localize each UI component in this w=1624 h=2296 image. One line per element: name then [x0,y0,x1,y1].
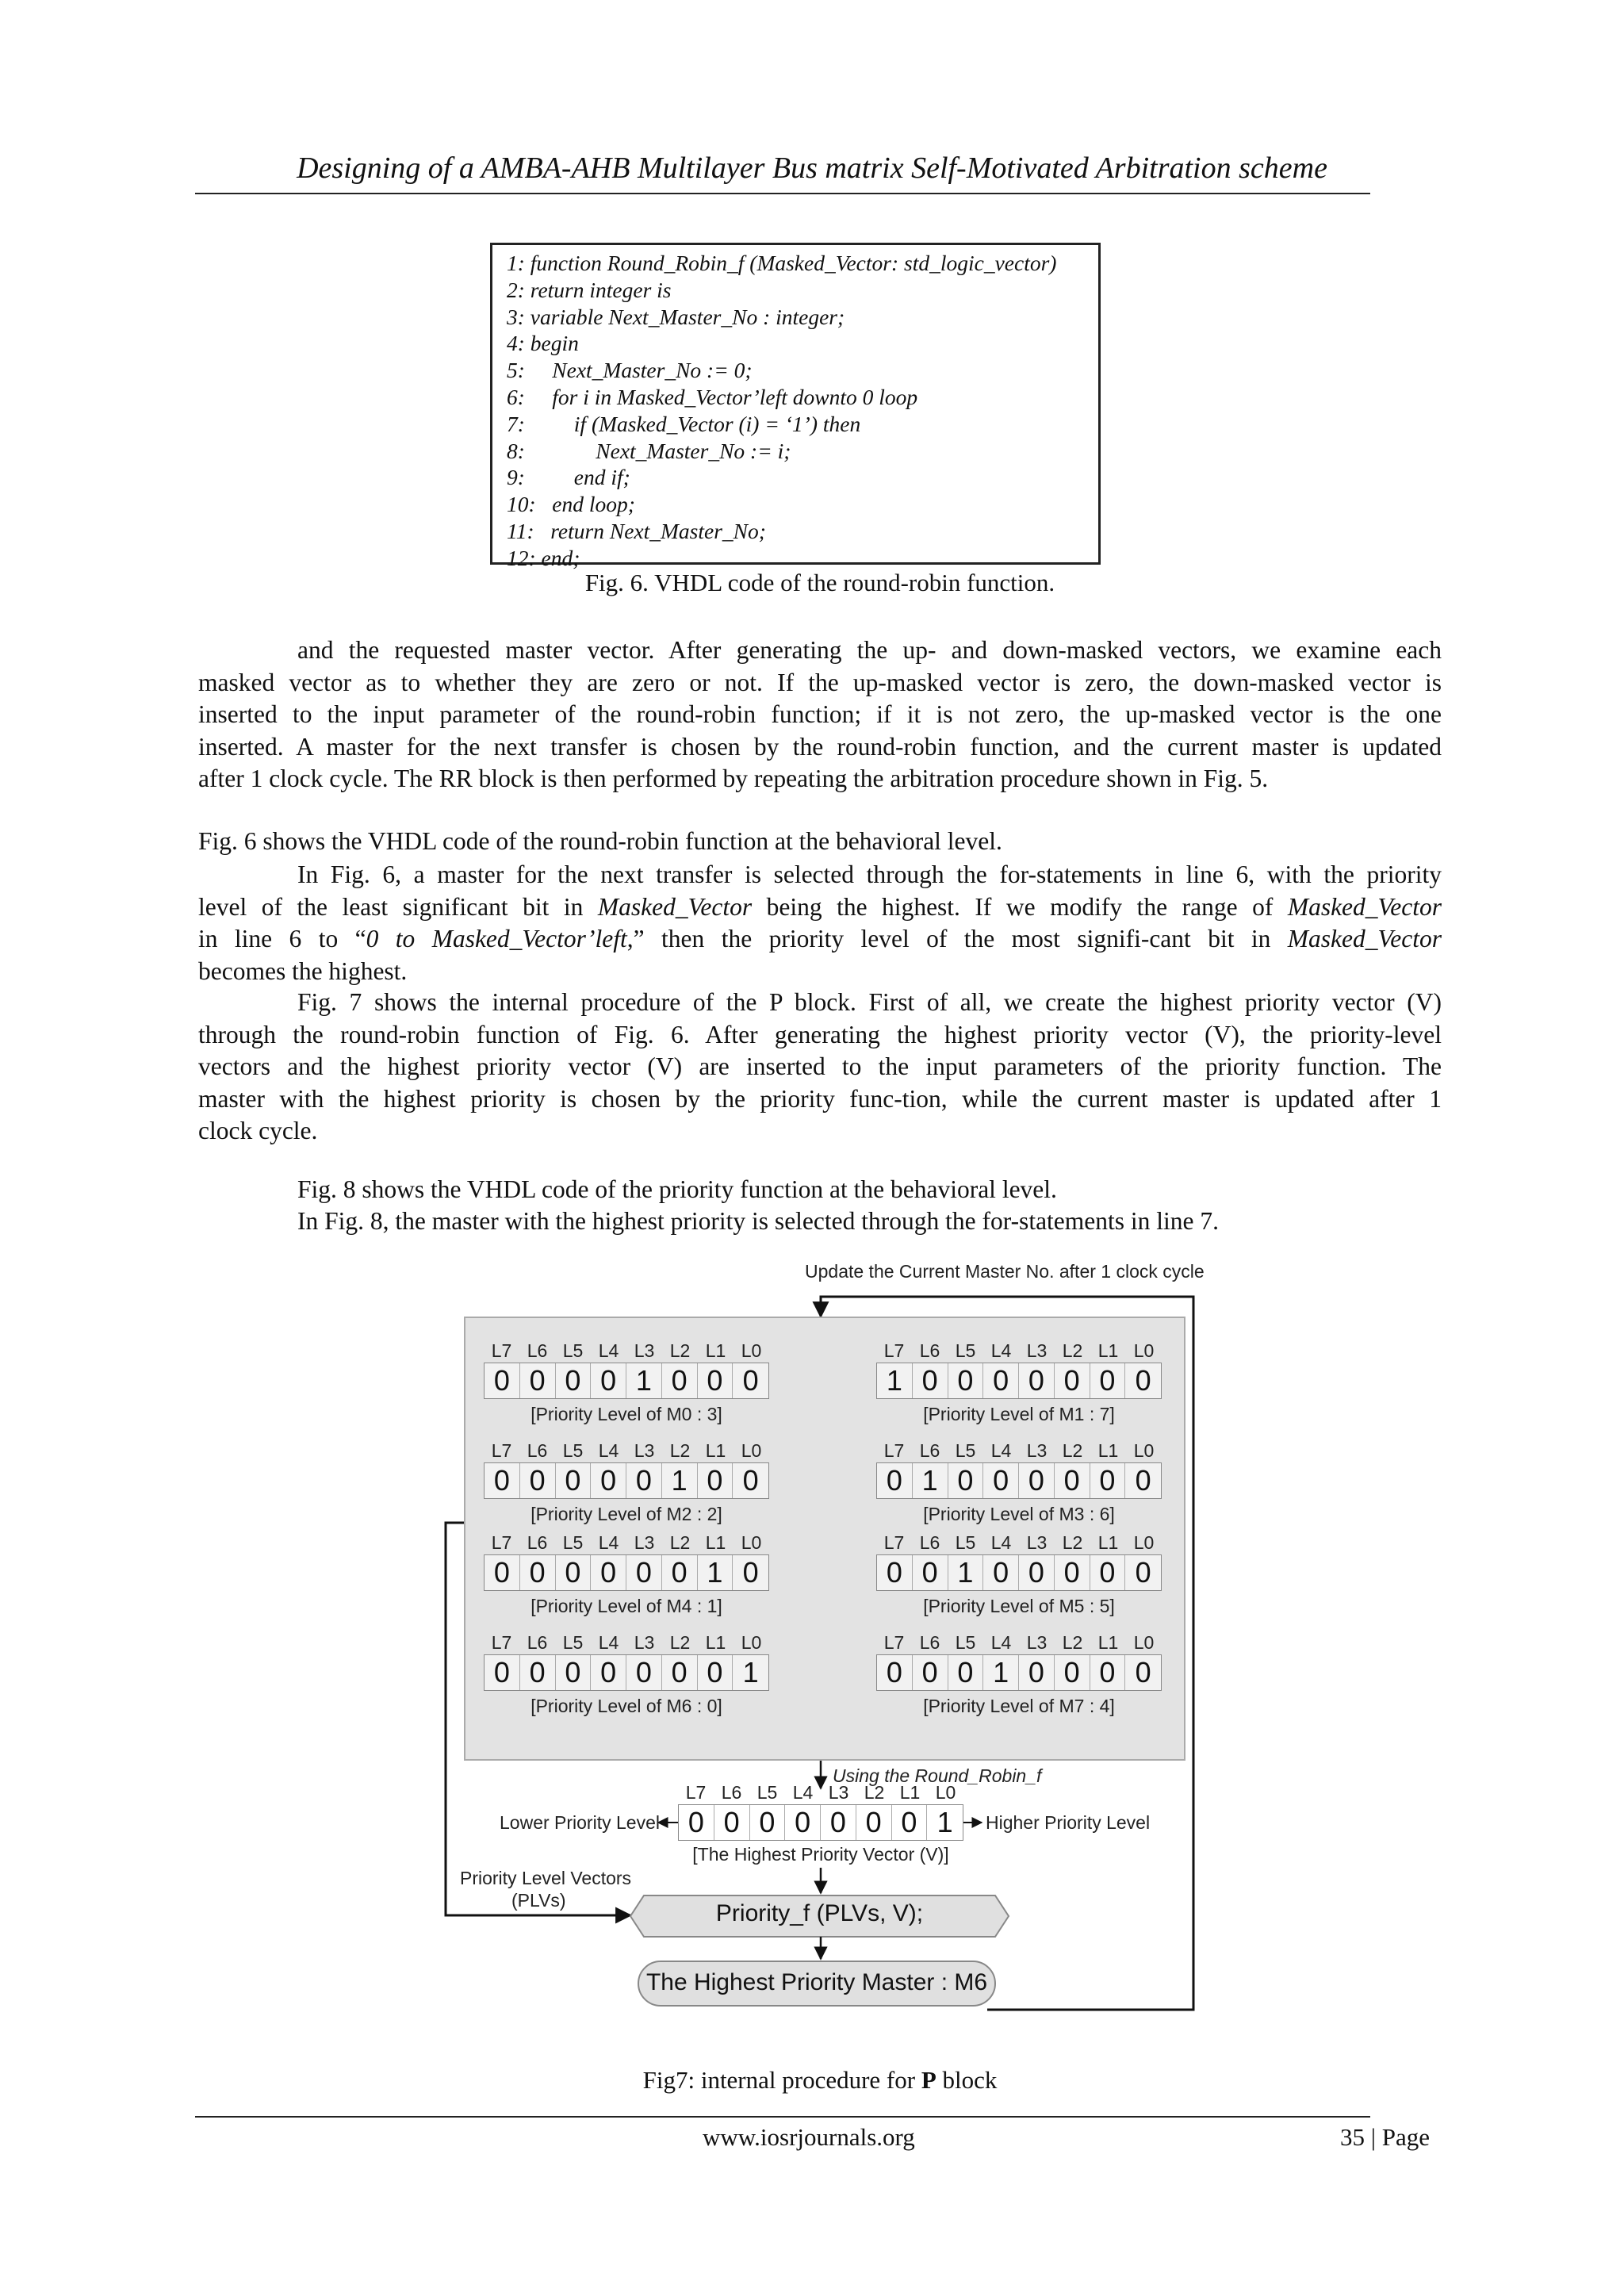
bit-cells [484,1363,769,1399]
bit-label: L3 [634,1532,655,1553]
bit-cell: 0 [913,1555,948,1590]
vector-caption: [Priority Level of M7 : 4] [923,1696,1115,1716]
bit-cell: 0 [556,1463,592,1498]
text-line: through the round-robin function of Fig. 6. After generating the highest priority vector (V), the priority-level [198,1020,1442,1048]
bit-cell: 0 [892,1805,928,1840]
bit-label: L1 [1097,1532,1119,1553]
bit-cells [876,1554,1162,1591]
bit-cell: 0 [1090,1463,1126,1498]
footer-rule [195,2116,1370,2118]
bit-labels [484,1440,769,1462]
bit-label: L6 [919,1532,940,1553]
bit-label: L0 [1133,1532,1155,1553]
bit-cell: 0 [1090,1363,1126,1398]
highest-master-label: The Highest Priority Master : M6 [645,1969,988,1995]
code-term: 0 to Masked_Vector’left [366,925,627,953]
text-line: In Fig. 6, a master for the next transfer is selected through the for-statements in line 6, with the priority [297,861,1442,888]
vhdl-code-listing [490,243,1101,570]
code-line: 12: end; [507,545,580,570]
bit-cell: 0 [877,1655,913,1690]
bit-label: L5 [562,1440,584,1461]
bit-labels [484,1532,769,1554]
bit-label: L2 [1062,1440,1083,1461]
caption-text: block [936,2066,998,2094]
vector-caption: [Priority Level of M2 : 2] [530,1504,722,1524]
text-line: masked vector as to whether they are zero or not. If the up-masked vector is zero, the down-masked vector is [198,668,1442,696]
bit-label: L5 [562,1340,584,1361]
bit-cell: 0 [714,1805,750,1840]
bit-labels [876,1340,1162,1362]
priority-vector-m7 [876,1632,1162,1727]
bit-cell: 1 [913,1463,948,1498]
bit-cell: 1 [948,1555,984,1590]
paragraph-3 [198,859,1442,987]
bit-cell: 0 [591,1555,626,1590]
bit-label: L0 [1133,1632,1155,1653]
bit-label: L1 [1097,1632,1119,1653]
bit-cell: 0 [1135,1656,1151,1688]
code-line: 7: if (Masked_Vector (i) = ‘1’) then [507,411,861,436]
bit-label: L2 [1062,1340,1083,1361]
bit-label: L3 [1026,1340,1048,1361]
bit-label: L5 [955,1532,976,1553]
priority-vector-m0 [484,1340,769,1435]
bit-label: L6 [527,1632,548,1653]
bit-label: L3 [1026,1632,1048,1653]
bit-cell: 1 [698,1555,733,1590]
bit-label: L5 [562,1532,584,1553]
bit-label: L7 [491,1532,512,1553]
bit-label: L4 [990,1532,1012,1553]
bit-label: L6 [919,1340,940,1361]
code-term: Masked_Vector [1287,892,1442,921]
priority-f-label: Priority_f (PLVs, V); [715,1900,924,1926]
code-line: 2: return integer is [507,277,672,302]
bit-cell: 0 [983,1463,1019,1498]
bit-label: L4 [990,1632,1012,1653]
text-line: Fig. 7 shows the internal procedure of the P block. First of all, we create the highest priority vector (V) [297,988,1442,1016]
bit-label: L7 [491,1440,512,1461]
bit-labels [876,1532,1162,1554]
bit-cell: 0 [591,1655,626,1690]
bit-label: L6 [919,1632,940,1653]
text-line [198,891,1442,924]
bit-cell: 0 [679,1805,714,1840]
paragraph-1 [198,634,1442,795]
caption-text: Fig7: internal procedure for [642,2066,921,2094]
priority-vector-m2 [484,1440,769,1535]
bit-label: L0 [935,1782,956,1803]
bit-cell: 0 [698,1463,733,1498]
bit-cell: 1 [662,1463,698,1498]
highest-priority-vector [678,1782,963,1877]
bit-label: L5 [955,1632,976,1653]
text-run: ,” then the priority level of the most signifi-cant bit in [626,925,1288,953]
bit-cell: 1 [983,1655,1019,1690]
bit-cell: 0 [1135,1364,1151,1397]
bit-cell: 0 [948,1655,984,1690]
code-term: Masked_Vector [1287,925,1442,953]
update-current-master-label: Update the Current Master No. after 1 clock cycle [805,1261,1205,1282]
vector-caption: [Priority Level of M6 : 0] [530,1696,722,1716]
text-run: being the highest. If we modify the range of [752,892,1288,921]
bit-cell: 0 [1019,1363,1055,1398]
paragraph-4 [198,987,1442,1148]
bit-label: L2 [1062,1632,1083,1653]
bit-label: L7 [491,1632,512,1653]
bit-label: L4 [598,1632,619,1653]
caption-bold: P [921,2066,936,2094]
plv-abbrev-label: (PLVs) [511,1890,566,1911]
bit-cell: 0 [662,1655,698,1690]
bit-cell: 0 [1055,1655,1090,1690]
bit-cell: 0 [591,1363,626,1398]
text-run: in line 6 to “ [198,925,366,953]
bit-cell: 0 [856,1805,892,1840]
bit-label: L0 [741,1632,762,1653]
bit-cell: 1 [742,1656,759,1688]
bit-label: L3 [634,1440,655,1461]
bit-cell: 0 [948,1363,984,1398]
bit-label: L0 [741,1440,762,1461]
text-line: inserted to the input parameter of the round-robin function; if it is not zero, the up-masked vector is the one [198,700,1442,728]
bit-labels [876,1440,1162,1462]
bit-label: L6 [721,1782,742,1803]
bit-cell: 0 [662,1555,698,1590]
bit-cell: 1 [877,1363,913,1398]
bit-labels [484,1340,769,1362]
vector-caption: [The Highest Priority Vector (V)] [692,1844,949,1865]
bit-cell: 0 [913,1655,948,1690]
bit-label: L0 [741,1340,762,1361]
bit-cell: 0 [1135,1464,1151,1497]
bit-cell: 0 [821,1805,856,1840]
bit-label: L1 [1097,1340,1119,1361]
bit-cell: 0 [983,1555,1019,1590]
priority-vector-m5 [876,1532,1162,1627]
bit-label: L5 [955,1440,976,1461]
bit-label: L1 [705,1340,726,1361]
code-line: 9: end if; [507,465,630,490]
bit-label: L2 [669,1632,691,1653]
bit-cell: 0 [1019,1555,1055,1590]
text-line [198,923,1442,956]
plv-label: Priority Level Vectors [460,1868,632,1888]
paragraph-5: Fig. 8 shows the VHDL code of the priority function at the behavioral level. [297,1175,1057,1203]
bit-cell: 0 [485,1555,520,1590]
bit-label: L3 [634,1632,655,1653]
bit-cell: 0 [1090,1555,1126,1590]
bit-cell: 0 [485,1655,520,1690]
bit-cell: 0 [626,1655,662,1690]
bit-label: L7 [883,1440,905,1461]
figure-6-caption: Fig. 6. VHDL code of the round-robin function. [584,569,1055,596]
bit-cells [484,1654,769,1691]
bit-cell: 0 [1090,1655,1126,1690]
text-line: clock cycle. [198,1117,318,1144]
text-line: master with the highest priority is chosen by the priority func-tion, while the current master is updated after 1 [198,1084,1442,1113]
code-line: 3: variable Next_Master_No : integer; [507,304,845,329]
bit-label: L7 [883,1340,905,1361]
vector-caption: [Priority Level of M4 : 1] [530,1596,722,1616]
bit-cells [484,1462,769,1499]
bit-cell: 0 [556,1363,592,1398]
bit-cell: 0 [742,1364,759,1397]
bit-label: L4 [990,1440,1012,1461]
vector-caption: [Priority Level of M3 : 6] [923,1504,1115,1524]
bit-cell: 1 [626,1363,662,1398]
bit-label: L7 [883,1632,905,1653]
priority-vector-m1 [876,1340,1162,1435]
bit-label: L2 [669,1440,691,1461]
paragraph-6: In Fig. 8, the master with the highest priority is selected through the for-statements in line 7. [297,1207,1220,1235]
code-line: 11: return Next_Master_No; [507,518,766,543]
bit-label: L3 [1026,1440,1048,1461]
bit-label: L6 [919,1440,940,1461]
bit-label: L7 [883,1532,905,1553]
higher-priority-label: Higher Priority Level [986,1812,1151,1833]
bit-label: L4 [598,1532,619,1553]
bit-label: L5 [756,1782,778,1803]
bit-cells [876,1654,1162,1691]
bit-label: L1 [705,1532,726,1553]
figure-7-diagram [428,1261,1221,2038]
bit-cell: 0 [626,1463,662,1498]
bit-cell: 0 [913,1363,948,1398]
bit-labels [484,1632,769,1654]
bit-cell: 0 [983,1363,1019,1398]
bit-label: L6 [527,1532,548,1553]
code-line: 10: end loop; [507,492,635,517]
bit-label: L4 [792,1782,814,1803]
figure-7-caption [0,2066,1624,2095]
bit-cell: 0 [698,1655,733,1690]
text-line: inserted. A master for the next transfer is chosen by the round-robin function, and the current master is updated [198,732,1442,761]
bit-cell: 0 [556,1555,592,1590]
bit-cell: 0 [485,1463,520,1498]
text-run: level of the least significant bit in [198,892,598,921]
bit-label: L4 [990,1340,1012,1361]
bit-label: L2 [1062,1532,1083,1553]
text-line: becomes the highest. [198,956,408,985]
priority-vector-m6 [484,1632,769,1727]
bit-cell: 0 [626,1555,662,1590]
bit-cell: 0 [750,1805,786,1840]
bit-cell: 0 [742,1556,759,1589]
bit-label: L7 [685,1782,707,1803]
bit-cell: 0 [1019,1655,1055,1690]
bit-label: L3 [634,1340,655,1361]
bit-label: L6 [527,1440,548,1461]
bit-label: L3 [828,1782,849,1803]
bit-cell: 0 [1055,1555,1090,1590]
bit-label: L6 [527,1340,548,1361]
text-line: after 1 clock cycle. The RR block is then performed by repeating the arbitration procedure shown in Fig. 5. [198,765,1269,792]
bit-label: L1 [705,1632,726,1653]
bit-cell: 0 [520,1555,556,1590]
vector-caption: [Priority Level of M1 : 7] [923,1404,1115,1424]
bit-label: L0 [1133,1440,1155,1461]
bit-cell: 0 [785,1805,821,1840]
bit-label: L2 [669,1340,691,1361]
bit-label: L3 [1026,1532,1048,1553]
code-term: Masked_Vector [597,892,753,921]
bit-cell: 0 [556,1655,592,1690]
using-round-robin-label: Using the Round_Robin_f [833,1765,1042,1786]
bit-cell: 0 [1135,1556,1151,1589]
bit-cell: 0 [877,1555,913,1590]
bit-labels [678,1782,963,1803]
bit-cell: 0 [520,1655,556,1690]
footer-url: www.iosrjournals.org [703,2123,915,2151]
bit-label: L1 [705,1440,726,1461]
bit-label: L0 [1133,1340,1155,1361]
bit-cell: 0 [948,1463,984,1498]
bit-cells [876,1363,1162,1399]
bit-label: L4 [598,1440,619,1461]
bit-label: L4 [598,1340,619,1361]
text-line: and the requested master vector. After generating the up- and down-masked vectors, we examine each [297,636,1442,664]
bit-labels [876,1632,1162,1654]
bit-cell: 0 [520,1463,556,1498]
code-line: 5: Next_Master_No := 0; [507,358,753,383]
text-line: vectors and the highest priority vector (V) are inserted to the input parameters of the priority function. The [198,1052,1442,1080]
bit-label: L2 [669,1532,691,1553]
code-line: 4: begin [507,331,579,356]
bit-cell: 0 [742,1464,759,1497]
code-line: 6: for i in Masked_Vector’left downto 0 loop [507,384,918,409]
priority-vector-m3 [876,1440,1162,1535]
bit-cells [484,1554,769,1591]
header-rule [195,193,1370,194]
bit-cell: 0 [698,1363,733,1398]
bit-label: L2 [864,1782,885,1803]
bit-label: L1 [1097,1440,1119,1461]
vector-caption: [Priority Level of M0 : 3] [530,1404,722,1424]
paragraph-2: Fig. 6 shows the VHDL code of the round-robin function at the behavioral level. [198,827,1002,855]
bit-label: L7 [491,1340,512,1361]
bit-label: L1 [899,1782,921,1803]
bit-label: L5 [562,1632,584,1653]
bit-cells [678,1804,963,1841]
running-title: Designing of a AMBA-AHB Multilayer Bus matrix Self-Motivated Arbitration scheme [297,151,1327,185]
bit-cell: 0 [1019,1463,1055,1498]
bit-cell: 1 [936,1806,953,1838]
page-number: 35 | Page [1340,2123,1430,2151]
bit-cell: 0 [1055,1363,1090,1398]
bit-cells [876,1462,1162,1499]
bit-cell: 0 [485,1363,520,1398]
bit-cell: 0 [877,1463,913,1498]
bit-cell: 0 [1055,1463,1090,1498]
lower-priority-label: Lower Priority Level [500,1812,660,1833]
bit-label: L5 [955,1340,976,1361]
code-line: 8: Next_Master_No := i; [507,438,791,463]
bit-cell: 0 [591,1463,626,1498]
bit-label: L0 [741,1532,762,1553]
code-line: 1: function Round_Robin_f (Masked_Vector: std_logic_vector) [507,251,1057,275]
bit-cell: 0 [662,1363,698,1398]
vector-caption: [Priority Level of M5 : 5] [923,1596,1115,1616]
priority-vector-m4 [484,1532,769,1627]
bit-cell: 0 [520,1363,556,1398]
